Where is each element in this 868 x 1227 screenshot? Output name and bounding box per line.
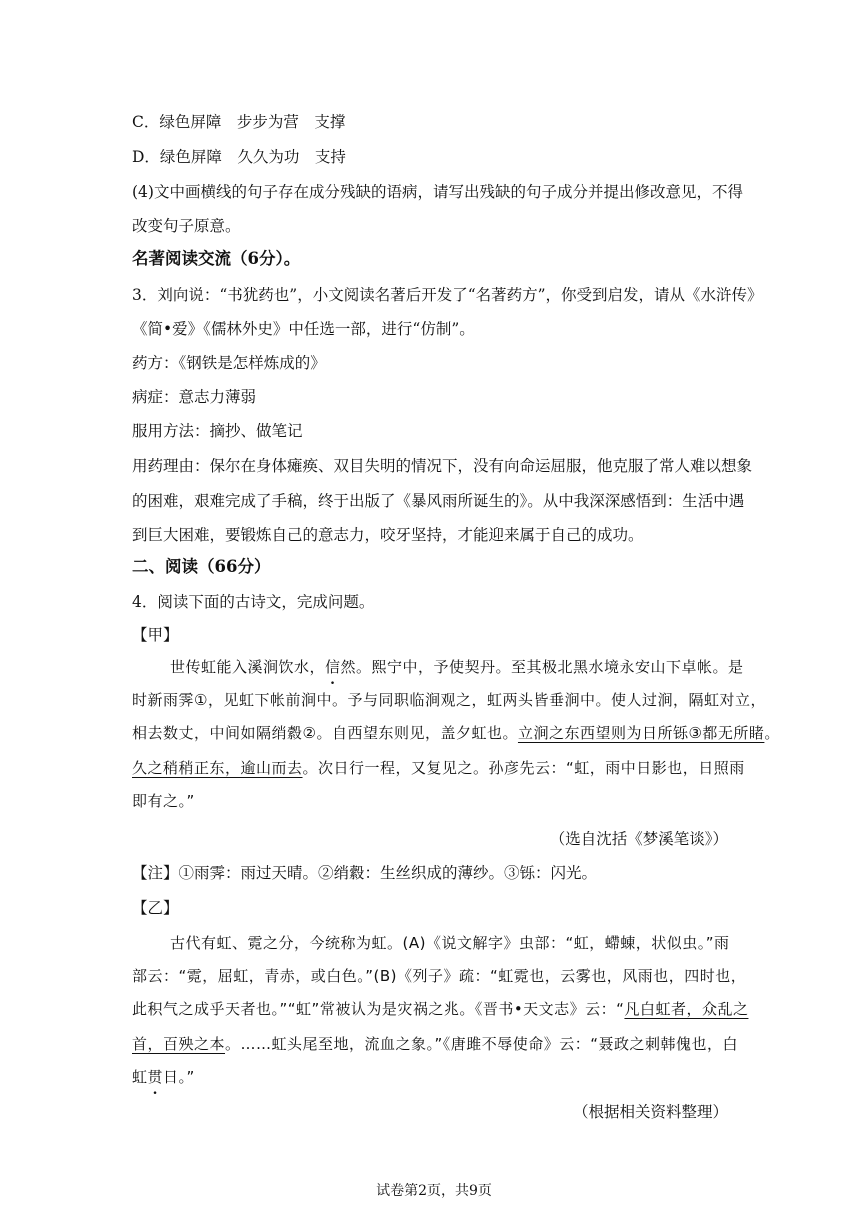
yi-line2: 部云：“霓，屈虹，青赤，或白色。”(B)《列子》疏：“虹霓也，云雾也，风雨也，四时也，: [132, 967, 747, 985]
option-c: C．绿色屏障 步步为营 支撑: [132, 113, 346, 131]
q4-sub-line2: 改变句子原意。: [132, 217, 241, 235]
yi-label: 【乙】: [132, 899, 179, 917]
q3-line2: 《简•爱》《儒林外史》中任选一部，进行“仿制”。: [132, 320, 475, 338]
underlined-sentence: 立涧之东西望则为日所铄③都无所睹: [517, 724, 765, 742]
jia-line1: 世传虹能入溪涧饮水，信然。熙宁中，予使契丹。至其极北黑水境永安山下卓帐。是: [170, 658, 744, 676]
jia-line3: 相去数丈，中间如隔绡縠②。自西望东则见，盖夕虹也。立涧之东西望则为日所铄③都无所睹。: [132, 724, 780, 742]
q3-yaofang: 药方：《钢铁是怎样炼成的》: [132, 354, 326, 372]
q4-intro: 4．阅读下面的古诗文，完成问题。: [132, 593, 375, 611]
yi-line4: 首，百殃之本。……虹头尾至地，流血之象。”《唐雎不辱使命》云：“聂政之刺韩傀也，白: [132, 1035, 739, 1053]
page-footer: 试卷第2页，共9页: [376, 1183, 492, 1199]
q3-liyou-line3: 到巨大困难，要锻炼自己的意志力，咬牙坚持，才能迎来属于自己的成功。: [132, 526, 644, 544]
notes: 【注】①雨霁：雨过天晴。②绡縠：生丝织成的薄纱。③铄：闪光。: [132, 864, 598, 882]
option-d: D．绿色屏障 久久为功 支持: [132, 148, 346, 166]
section-heading-reading: 二、阅读（66分）: [132, 557, 271, 576]
jia-line4: 久之稍稍正东，逾山而去。次日行一程，又复见之。孙彦先云：“虹，雨中日影也，日照雨: [132, 759, 745, 777]
yi-line3: 此积气之成乎天者也。”“虹”常被认为是灾祸之兆。《晋书•天文志》云：“凡白虹者，众乱之: [132, 1000, 749, 1018]
jia-line5: 即有之。”: [132, 792, 195, 810]
jia-line2: 时新雨霁①，见虹下帐前涧中。予与同职临涧观之，虹两头皆垂涧中。使人过涧，隔虹对立，: [132, 691, 766, 709]
section-heading-mingzhu: 名著阅读交流（6分）。: [132, 249, 301, 268]
q4-sub-line1: (4)文中画横线的句子存在成分残缺的语病，请写出残缺的句子成分并提出修改意见，不得: [132, 183, 743, 201]
emphasis-dot-char: 贯: [147, 1068, 164, 1086]
q3-line1: 3．刘向说：“书犹药也”，小文阅读名著后开发了“名著药方”，你受到启发，请从《水浒传》: [132, 286, 763, 304]
yi-line5: 虹贯日。”: [132, 1068, 195, 1086]
yi-line1: 古代有虹、霓之分，今统称为虹。(A)《说文解字》虫部：“虹，螮蝀，状似虫。”雨: [170, 934, 730, 952]
underlined-sentence: 久之稍稍正东，逾山而去: [132, 759, 303, 777]
yi-source: （根据相关资料整理）: [572, 1103, 728, 1121]
emphasis-dot-char: 信: [325, 658, 341, 676]
q3-liyou-line2: 的困难，艰难完成了手稿，终于出版了《暴风雨所诞生的》。从中我深深感悟到：生活中遇: [132, 492, 745, 510]
jia-source: （选自沈括《梦溪笔谈》）: [549, 830, 728, 848]
underlined-sentence: 首，百殃之本: [132, 1035, 226, 1053]
q3-bingzheng: 病症：意志力薄弱: [132, 388, 257, 406]
q3-fuyong: 服用方法：摘抄、做笔记: [132, 422, 303, 440]
jia-label: 【甲】: [132, 626, 179, 644]
underlined-sentence: 凡白虹者，众乱之: [624, 1000, 749, 1018]
q3-liyou-line1: 用药理由：保尔在身体瘫痪、双目失明的情况下，没有向命运屈服，他克服了常人难以想象: [132, 457, 753, 475]
